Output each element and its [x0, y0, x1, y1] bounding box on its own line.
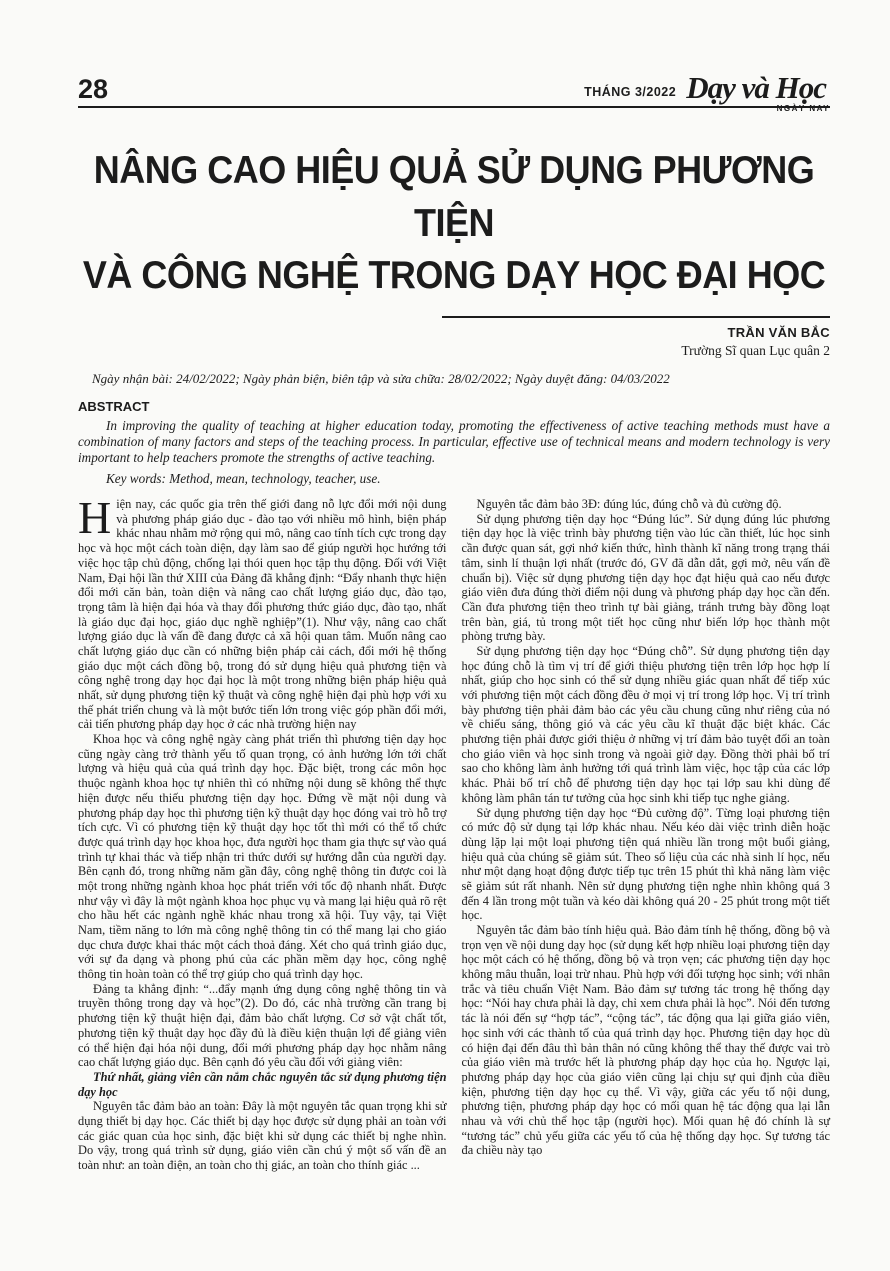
section-subheading: Thứ nhất, giảng viên cần nắm chắc nguyên tắc sử dụng phương tiện dạy học [78, 1069, 447, 1099]
abstract-heading: ABSTRACT [78, 398, 150, 414]
body-columns [78, 492, 830, 1173]
magazine-logo-subtitle: NGÀY NAY [776, 104, 830, 113]
article-dates: Ngày nhận bài: 24/02/2022; Ngày phản biện, biên tập và sửa chữa: 28/02/2022; Ngày duyệt đăng: 04/03/2022 [92, 370, 670, 386]
article-title-line2: VÀ CÔNG NGHỆ TRONG DẠY HỌC ĐẠI HỌC [82, 252, 826, 297]
body-paragraph: Sử dụng phương tiện dạy học “Đủ cường độ”. Từng loại phương tiện có mức độ sử dụng tại lớp khác nhau. Nếu kéo dài việc trình diễn hoặc dùng lặp lại một loại phương tiện quá nhiều lần trong một buổi giảng, hiệu quả của chúng sẽ giảm sút. Theo số liệu của các nhà sinh lí học, nếu như một dạng hoạt động được tiếp tục trên 15 phút thì khả năng làm việc sẽ giảm sút rất nhanh. Nên sử dụng phương tiện nghe nhìn không quá 3 đến 4 lần trong một tuần và kéo dài không quá 20 - 25 phút trong một tiết học. [461, 805, 830, 923]
body-paragraph [78, 492, 447, 732]
right-column [462, 497, 831, 1173]
paragraph-text: iện nay, các quốc gia trên thế giới đang nỗ lực đổi mới nội dung và phương pháp giáo dục - đào tạo với nhiều mô hình, biện pháp khác nhau nhằm mở rộng qui mô, nâng cao tính tích cực trong dạy học và học một cách toàn diện, dạy làm sao để giúp người học hướng tới việc học tập chủ động, chống lại thói quen học tập thụ động. Đối với Việt Nam, Đại hội lần thứ XIII của Đảng đã khẳng định: “Đẩy nhanh thực hiện đổi mới căn bản, toàn diện và nâng cao chất lượng giáo dục, đào tạo, trọng tâm là hiện đại hóa và thay đổi phương thức giáo dục, đào tạo, nhất là giáo dục đại học, giáo dục nghề nghiệp”(1). Như vậy, nâng cao chất lượng giáo dục là vấn đề đang được cả xã hội quan tâm. Muốn nâng cao chất lượng giáo dục cần có những biện pháp cải cách, đổi mới hệ thống giáo dục một cách đồng bộ, trong đó sử dụng hiệu quả phương tiện và công nghệ trong dạy học đại học là một trong những biện pháp hiệu quả nhất, sử dụng phương tiện kỹ thuật và công nghệ hiện đại phù hợp với xu thế phát triển chung và là một bước tiến lớn trong việc góp phần đổi mới, cải tiến phương pháp dạy học ở các nhà trường hiện nay [78, 497, 447, 732]
drop-cap: H [78, 492, 112, 544]
body-paragraph: Nguyên tắc đảm bảo tính hiệu quả. Bảo đảm tính hệ thống, đồng bộ và trọn vẹn về nội dung dạy học (sử dụng kết hợp nhiều loại phương tiện dạy học một cách có hệ thống, đồng bộ và trọn vẹn; các phương tiện dạy học không mâu thuẫn, loại trừ nhau. Phù hợp với đối tượng học sinh; với nhân trắc và tiêu chuẩn Việt Nam. Bảo đảm sự tương tác trong hệ thống dạy học: “Nói hay chưa phải là dạy, chỉ xem chưa phải là học”. Nói đến tương tác là nói đến sự “hợp tác”, “cộng tác”, tác động qua lại giữa giáo viên, học sinh với các thành tố của quá trình dạy học. Phương tiện dạy học dù có hiện đại đến đâu thì bản thân nó cũng không thể thay thế được vai trò của giáo viên mà trước hết là phương pháp dạy học của họ. Ngược lại, phương pháp dạy học của giáo viên cũng lại chịu sự qui định của điều kiện, phương tiện dạy học cụ thể. Vì vậy, giữa các yếu tố nội dung, phương tiện, phương pháp dạy học có mối quan hệ tác động qua lại lẫn nhau và với chủ thể học tập (người học). Mối quan hệ đó chính là sự “tương tác” chủ yếu giữa các yếu tố của hệ thống dạy học. Sự tương tác đa chiều này tạo [461, 923, 830, 1158]
author-name: TRẦN VĂN BẮC [727, 324, 830, 340]
keywords: Key words: Method, mean, technology, teacher, use. [106, 471, 381, 487]
body-paragraph: Đảng ta khẳng định: “...đẩy mạnh ứng dụng công nghệ thông tin và truyền thông trong dạy và học”(2). Do đó, các nhà trường cần trang bị phương tiện kỹ thuật hiện đại, đảm bảo chất lượng. Cơ sở vật chất tốt, phương tiện kỹ thuật dạy học đầy đủ là điều kiện thuận lợi để giảng viên có thể hiện đại hóa nội dung, đổi mới phương pháp dạy học nhằm nâng cao chất lượng giáo dục. Bên cạnh đó yêu cầu đối với giảng viên: [78, 981, 447, 1070]
page-number: 28 [78, 74, 109, 104]
left-column [78, 492, 447, 1173]
page-header [78, 70, 830, 113]
header-right [584, 70, 830, 113]
body-paragraph: Nguyên tắc đảm bảo 3Đ: đúng lúc, đúng chỗ và đủ cường độ. [476, 497, 782, 512]
body-paragraph: Nguyên tắc đảm bảo an toàn: Đây là một nguyên tắc quan trọng khi sử dụng thiết bị dạy học. Các thiết bị dạy học được sử dụng phải an toàn với các giác quan của học sinh, đặc biệt khi sử dụng các thiết bị nghe nhìn. Do vậy, trong quá trình sử dụng, giáo viên cần chú ý một số vấn đề an toàn như: an toàn điện, an toàn cho thị giác, an toàn cho thính giác ... [78, 1099, 447, 1172]
body-paragraph: Khoa học và công nghệ ngày càng phát triển thì phương tiện dạy học cũng ngày càng trở thành yếu tố quan trọng, có ảnh hưởng lớn tới chất lượng và hiệu quả của quá trình dạy học. Đặc biệt, trong các môn học thuộc ngành khoa học tự nhiên thì có những nội dung sẽ không thể thực hiện được nếu thiếu phương tiện dạy học. Đứng về mặt nội dung và phương pháp dạy học thì phương tiện kỹ thuật dạy học đóng vai trò hỗ trợ tích cực. Vì có phương tiện kỹ thuật dạy học tốt thì mới có thể tổ chức được quá trình dạy học khoa học, đưa người học tham gia thực sự vào quá trình tự khai thác và tiếp nhận tri thức dưới sự hướng dẫn của người dạy. Bên cạnh đó, trong những năm gần đây, công nghệ thông tin được coi là một trong những ngành khoa học phát triển với tốc độ nhanh nhất. Được như vậy vì đây là một ngành khoa học phục vụ và mang lại hiệu quả rõ rệt cho hầu hết các ngành nghề khác nhau trong xã hội. Tuy vậy, tại Việt Nam, tiềm năng to lớn mà công nghệ thông tin có thể mang lại cho giáo dục chưa được khai thác một cách thoả đáng. Xét cho quá trình giáo dục, với sự đa dạng và phong phú của các phần mềm dạy học, công nghệ thông tin hoàn toàn có thể trợ giúp cho quá trình dạy học. [78, 732, 447, 982]
article-title-line1: NÂNG CAO HIỆU QUẢ SỬ DỤNG PHƯƠNG TIỆN [93, 147, 815, 245]
author-divider [442, 316, 830, 318]
magazine-masthead [686, 70, 830, 113]
body-paragraph: Sử dụng phương tiện dạy học “Đúng chỗ”. Sử dụng phương tiện dạy học đúng chỗ là tìm vị trí để giới thiệu phương tiện trên lớp học hợp lí nhất, giúp cho học sinh có thể sử dụng nhiều giác quan nhất để tiếp xúc với phương tiện một cách đồng đều ở mọi vị trí trong lớp học. Vị trí trình bày phương tiện phải đảm bảo các yêu cầu chung cũng như riêng của nó về chiếu sáng, thông gió và các yêu cầu kĩ thuật đặc biệt khác. Các phương tiện phải được giới thiệu ở những vị trí đảm bảo tuyệt đối an toàn cho giáo viên và học sinh trong và ngoài giờ dạy. Đồng thời phải bố trí sao cho không làm ảnh hưởng tới quá trình làm việc, học tập của các lớp khác. Phải bố trí chỗ để phương tiện dạy học tại lớp sau khi dùng để không làm phân tán tư tưởng của học sinh khi tiếp tục nghe giảng. [461, 643, 830, 805]
issue-date: THÁNG 3/2022 [584, 85, 677, 99]
magazine-logo: Dạy và Học [686, 70, 826, 105]
body-paragraph: Sử dụng phương tiện dạy học “Đúng lúc”. Sử dụng đúng lúc phương tiện dạy học là việc trình bày phương tiện vào lúc cần thiết, lúc học sinh cần được quan sát, gợi nhớ kiến thức, hình thành kĩ năng trong trạng thái tâm, sinh lí thuận lợi nhất (trước đó, GV đã dẫn dắt, gợi mở, nêu vấn đề chuẩn bị). Việc sử dụng phương tiện dạy học đạt hiệu quả cao nếu được giáo viên đưa đúng thời điểm nội dung và phương pháp dạy học cần đến. Cần đưa phương tiện theo trình tự bài giảng, tránh trưng bày đồng loạt trên bàn, giá, tủ trong một tiết học cũng như biến lớp học thành một phòng trưng bày. [461, 511, 830, 644]
article-title [78, 144, 830, 301]
author-affiliation: Trường Sĩ quan Lục quân 2 [681, 342, 830, 358]
abstract-text: In improving the quality of teaching at higher education today, promoting the effectiveness of active teaching methods must have a combination of many factors and steps of the teaching process. In particular, effective use of technical means and modern technology is very important to help teachers promote the strengths of active teaching. [78, 417, 830, 465]
